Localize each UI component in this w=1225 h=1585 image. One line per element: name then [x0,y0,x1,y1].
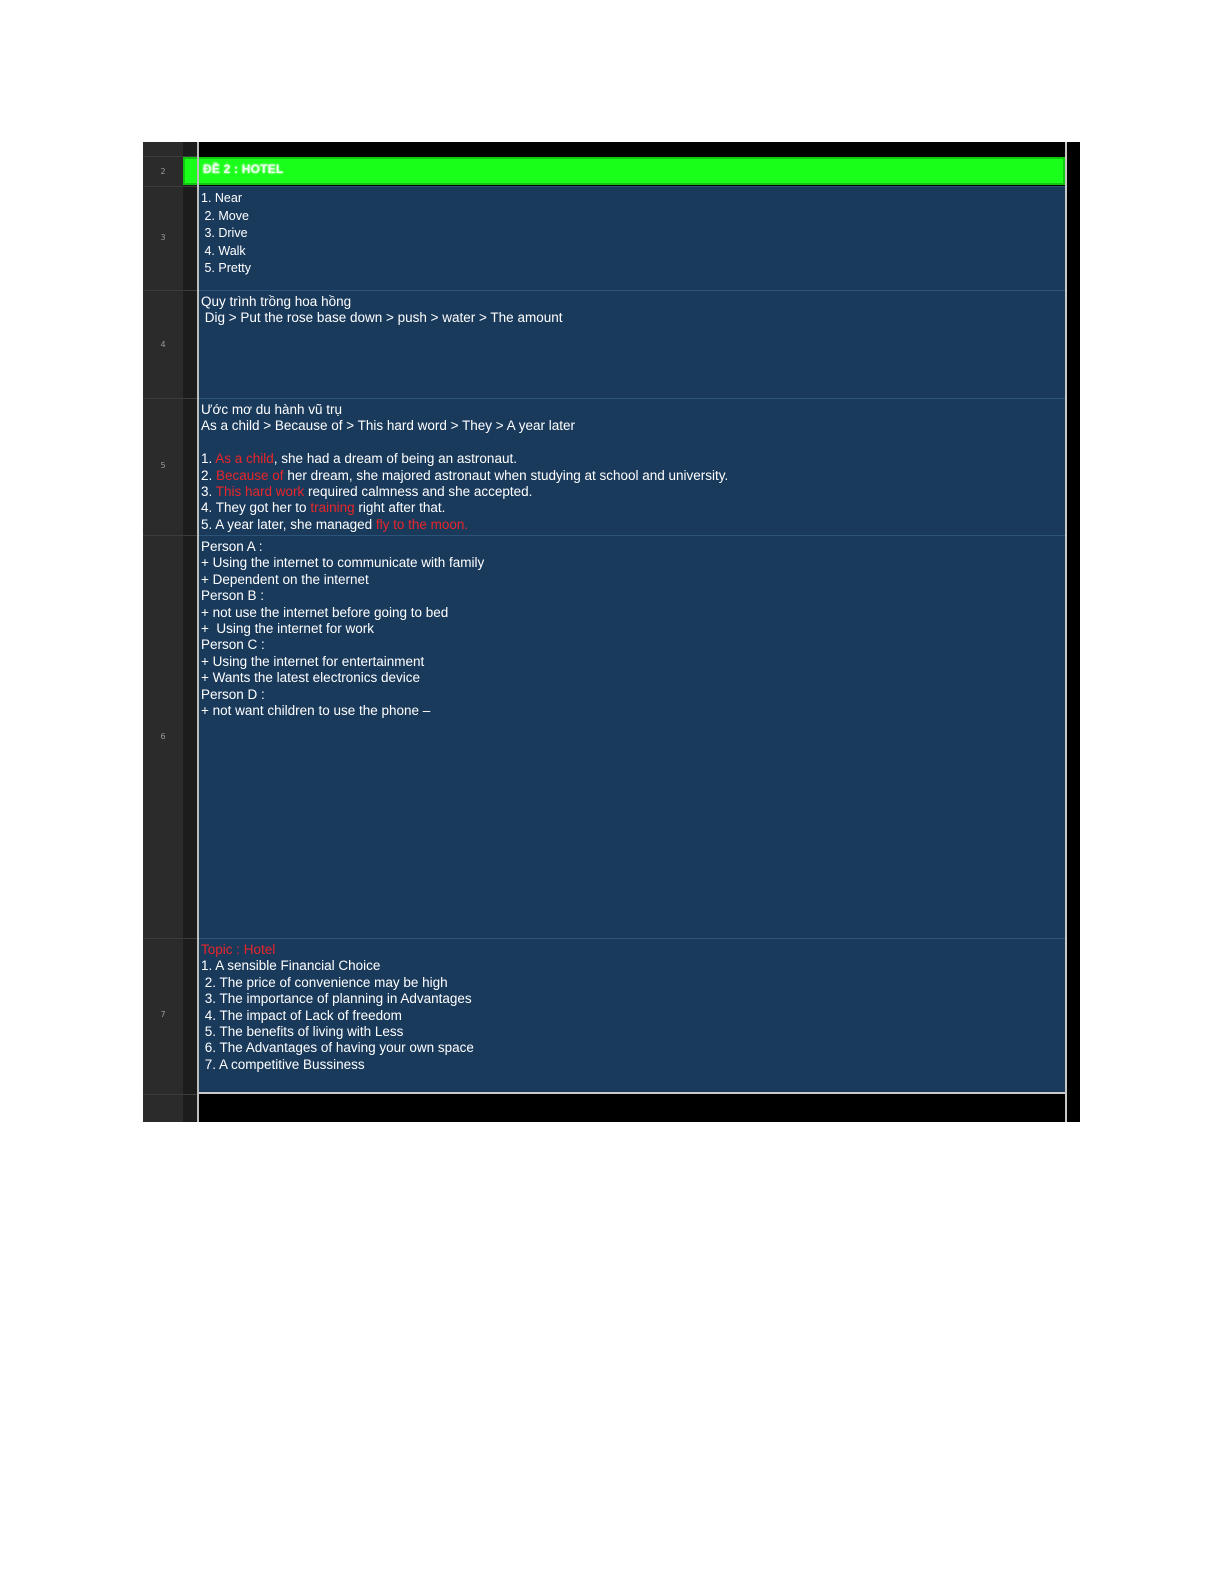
row-divider [143,938,197,939]
sentence-number: 1. [201,451,216,467]
sentence-4 [201,500,728,516]
sentence-rest: her dream, she majored astronaut when studying at school and university. [283,467,729,483]
sentence-1 [201,451,728,467]
row4-steps: Dig > Put the rose base down > push > water > The amount [201,310,563,326]
sentence-number: 2. [201,467,217,483]
topic-heading: Topic : Hotel [201,942,276,957]
cell-row-3[interactable] [198,186,1065,290]
person-line: + Using the internet for entertainment [201,653,425,669]
sentence-3 [201,484,728,500]
sentence-number: 3. [201,484,216,500]
list-item: 4. Walk [201,243,246,258]
row5-title: Ước mơ du hành vũ trụ [201,402,343,417]
person-line: + not use the internet before going to bed [201,604,449,620]
row-divider [143,186,197,187]
person-line: + Wants the latest electronics device [201,670,420,686]
person-line: Person C : [201,637,265,653]
person-line: Person D : [201,686,265,702]
row-number-5[interactable]: 5 [160,461,166,470]
person-line: Person B : [201,588,265,604]
topic-block [201,942,474,1073]
highlight-text: Because of [216,467,284,483]
topic-item: 6. The Advantages of having your own space [201,1040,474,1056]
sentence-rest: , she had a dream of being an astronaut. [273,451,517,467]
person-line: + Dependent on the internet [201,571,369,587]
highlight-text: This hard work [215,484,305,500]
sentence-prefix: 5. A year later, she managed [201,516,376,532]
column-divider [1065,142,1067,1122]
row-divider [143,1094,197,1095]
row-number-6[interactable]: 6 [160,732,166,741]
person-line: + Using the internet for work [201,621,374,637]
blank-line [201,435,728,451]
row-divider [143,398,197,399]
row-number-2[interactable]: 2 [160,167,166,176]
row-number-3[interactable]: 3 [160,233,166,242]
rose-process-block [201,294,562,327]
cell-row-7[interactable] [198,938,1065,1094]
header-title: ĐỀ 2 : HOTEL [203,162,284,176]
sentence-rest: required calmness and she accepted. [304,484,533,500]
cell-row-4[interactable] [198,290,1065,398]
sentence-5 [201,517,728,533]
list-item: 5. Pretty [201,261,252,275]
spreadsheet-view[interactable] [143,142,1080,1122]
space-dream-block [201,402,728,533]
list-item: 3. Drive [201,226,248,240]
sheet-right-edge [1065,142,1080,1122]
header-cell-row-2[interactable] [183,157,1065,185]
topic-item: 7. A competitive Bussiness [201,1056,365,1072]
row-number-4[interactable]: 4 [160,340,166,349]
row-header-gutter [143,142,183,1122]
person-line: + Using the internet to communicate with family [201,555,485,571]
row4-title: Quy trình trồng hoa hồng [201,294,352,309]
word-list [201,190,251,278]
person-line: + not want children to use the phone – [201,703,431,719]
row-number-7[interactable]: 7 [160,1010,166,1019]
cell-row-6[interactable] [198,535,1065,938]
column-divider [197,142,199,1122]
persons-block [201,539,484,719]
sentence-prefix: 4. They got her to [201,500,311,516]
highlight-text: As a child [215,451,274,467]
sentence-2 [201,468,728,484]
list-item: 1. Near [201,191,242,205]
bottom-grid-line [198,1092,1067,1094]
topic-item: 4. The impact of Lack of freedom [201,1007,402,1023]
gutter-spacer [183,142,197,1122]
row5-summary: As a child > Because of > This hard word > They > A year later [201,418,575,434]
topic-item: 5. The benefits of living with Less [201,1024,404,1040]
row-divider [143,290,197,291]
topic-item: 2. The price of convenience may be high [201,974,448,990]
list-item: 2. Move [201,208,249,223]
topic-item: 3. The importance of planning in Advantages [201,991,472,1007]
topic-item: 1. A sensible Financial Choice [201,958,381,974]
row-divider [143,535,197,536]
sentence-rest: right after that. [354,500,446,516]
highlight-text: fly to the moon. [375,516,469,532]
highlight-text: training [310,500,355,516]
cell-row-5[interactable] [198,398,1065,535]
person-line: Person A : [201,539,263,554]
